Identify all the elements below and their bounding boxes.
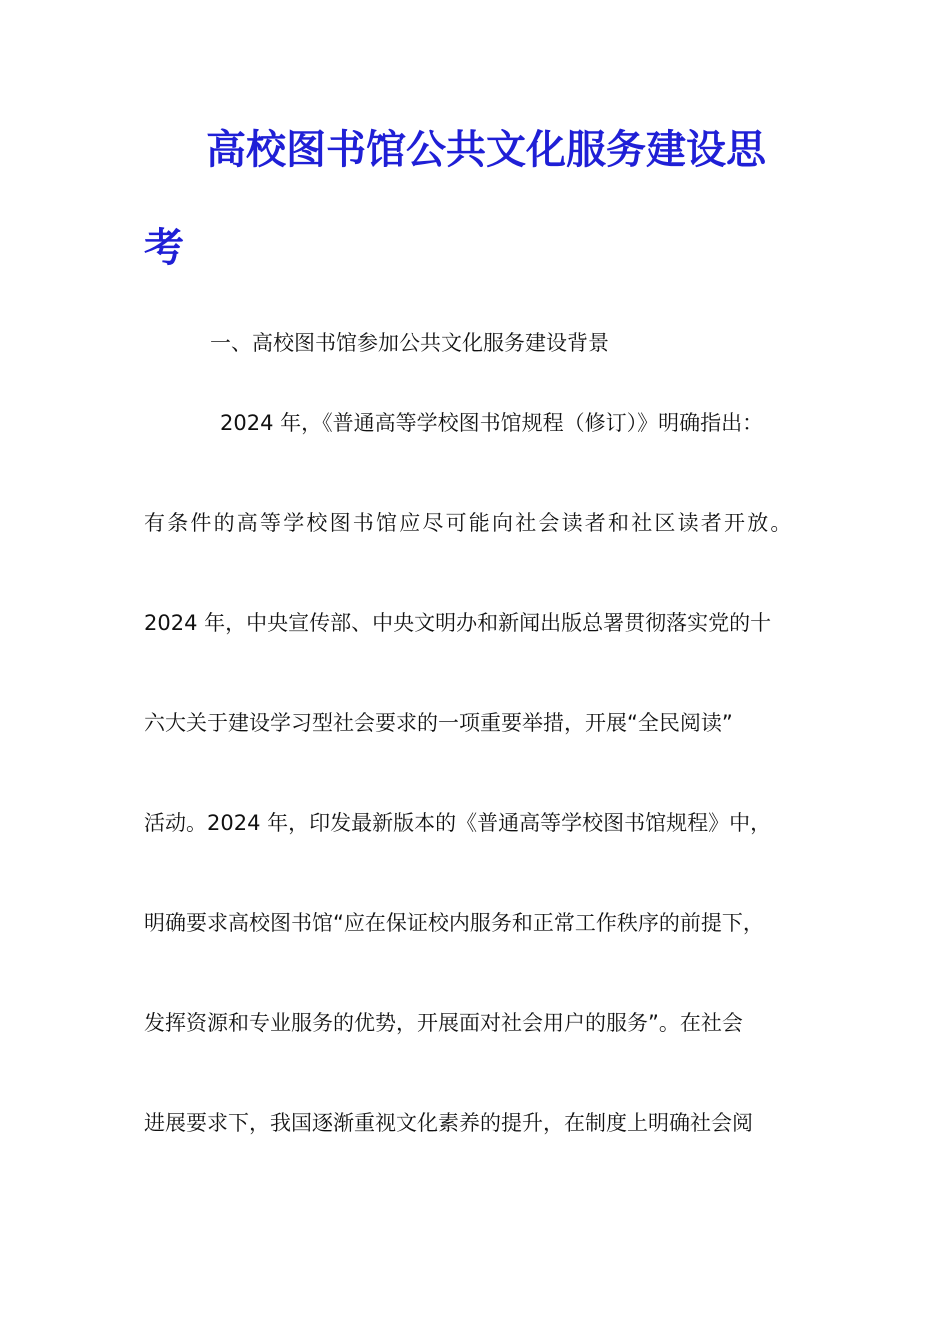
- document-title-line-2: 考: [144, 224, 184, 271]
- paragraph-line: 2024 年，《普通高等学校图书馆规程（修订）》明确指出：: [220, 411, 764, 435]
- section-heading: 一、高校图书馆参加公共文化服务建设背景: [210, 331, 609, 355]
- paragraph-line: 明确要求高校图书馆“应在保证校内服务和正常工作秩序的前提下，: [144, 911, 764, 935]
- paragraph-line: 进展要求下，我国逐渐重视文化素养的提升，在制度上明确社会阅: [144, 1111, 753, 1135]
- paragraph-line: 有条件的高等学校图书馆应尽可能向社会读者和社区读者开放。: [144, 511, 794, 535]
- paragraph-line: 发挥资源和专业服务的优势，开展面对社会用户的服务”。在社会: [144, 1011, 743, 1035]
- paragraph-line: 2024 年，中央宣传部、中央文明办和新闻出版总署贯彻落实党的十: [144, 611, 772, 635]
- paragraph-line: 活动。2024 年，印发最新版本的《普通高等学校图书馆规程》中，: [144, 811, 772, 835]
- paragraph-line: 六大关于建设学习型社会要求的一项重要举措，开展“全民阅读”: [144, 711, 733, 735]
- document-title-line-1: 高校图书馆公共文化服务建设思: [206, 126, 766, 173]
